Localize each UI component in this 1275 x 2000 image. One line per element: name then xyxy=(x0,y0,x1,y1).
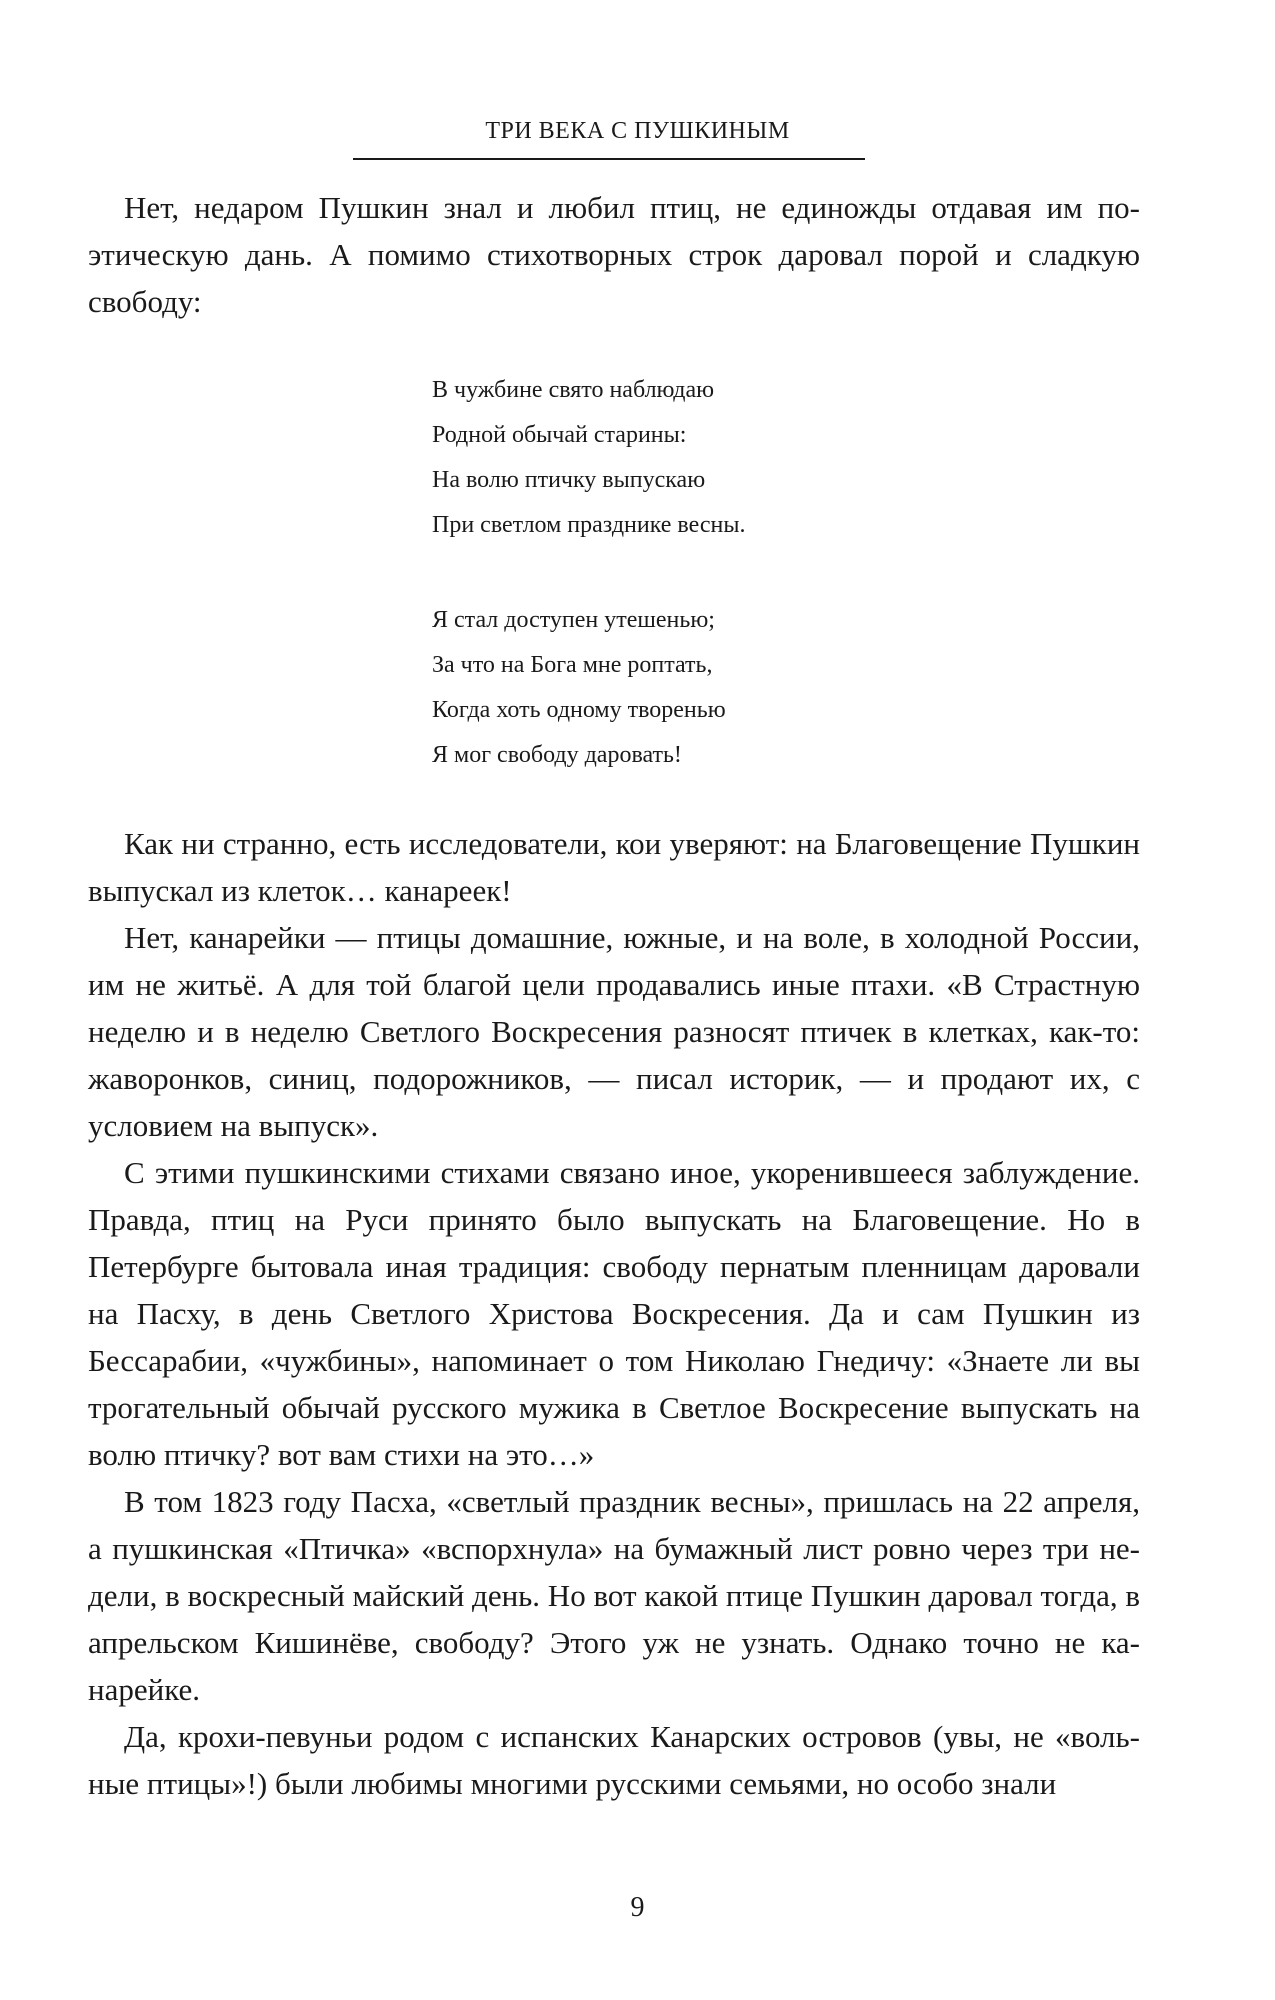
paragraph: Да, крохи-певуньи родом с испанских Канарских островов (увы, не «вольные птицы»!) были любимы многими русскими семьями, но особо знали xyxy=(88,1719,1140,1801)
poem-line: Я стал доступен утешенью; xyxy=(432,607,715,633)
poem-line: В чужбине свято наблюдаю xyxy=(432,377,715,403)
poem-line: На волю птичку выпускаю xyxy=(432,467,706,493)
paragraph: Как ни странно, есть исследователи, кои уверяют: на Благовещение Пушкин выпускал из клеток… канареек! xyxy=(88,826,1140,908)
poem-line: Я мог свободу даровать! xyxy=(432,742,682,768)
paragraph: С этими пушкинскими стихами связано иное, укоренившееся заблуждение. Правда, птиц на Руси принято было выпускать на Благовещение. Но в Петербурге бытовала иная традиция: свободу пернатым пленницам даровали на Пасху, в день Светлого Христова Воскресения. Да и сам Пушкин из Бессарабии, «чужбины», напоминает о том Николаю Гнедичу: «Знаете ли вы трогательный обычай русского мужика в Светлое Воскресение выпускать на волю птичку? вот вам стихи на это…» xyxy=(88,1155,1140,1472)
header-divider xyxy=(353,158,865,160)
poem-stanza xyxy=(432,368,992,548)
poem-line: Родной обычай старины: xyxy=(432,422,687,448)
running-head: ТРИ ВЕКА С ПУШКИНЫМ xyxy=(485,118,790,144)
poem-line: За что на Бога мне роптать, xyxy=(432,652,713,678)
intro-text xyxy=(88,184,1140,325)
main-text xyxy=(88,820,1140,1807)
poem-line: При светлом празднике весны. xyxy=(432,512,746,538)
paragraph: В том 1823 году Пасха, «светлый праздник весны», пришлась на 22 апреля, а пушкинская «Птичка» «вспорхнула» на бумажный лист ровно через три недели, в воскресный майский день. Но вот какой птице Пушкин даровал тогда, в апрельском Кишинёве, свободу? Этого уж не узнать. Однако точно не канарейке. xyxy=(88,1484,1141,1707)
paragraph: Нет, канарейки — птицы домашние, южные, и на воле, в холодной России, им не житьё. А для той благой цели продавались иные птахи. «В Страстную неделю и в неделю Светлого Воскресения разносят птичек в клетках, как-то: жаворонков, синиц, подорожников, — писал историк, — и продают их, с условием на выпуск». xyxy=(88,920,1140,1143)
page-number: 9 xyxy=(630,1892,645,1923)
paragraph: Нет, недаром Пушкин знал и любил птиц, не единожды отдавая им поэтическую дань. А помимо стихотворных строк даровал порой и сладкую свободу: xyxy=(88,190,1140,319)
poem-stanza xyxy=(432,598,992,778)
poem-line: Когда хоть одному творенью xyxy=(432,697,726,723)
